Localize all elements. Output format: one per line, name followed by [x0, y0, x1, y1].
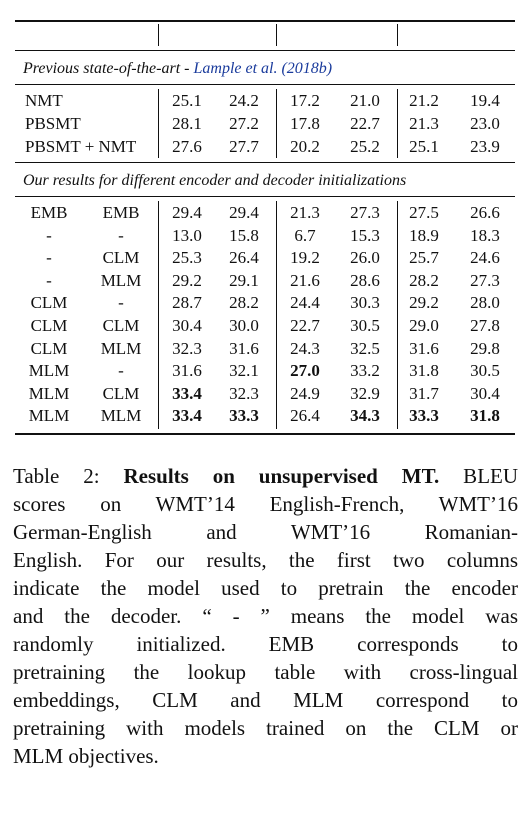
table-cell: 30.4	[172, 316, 202, 335]
caption-line-3: German-English and WMT’16 Romanian-	[13, 520, 518, 544]
table-cell: 24.9	[290, 383, 320, 403]
table-cell: 17.8	[290, 114, 320, 133]
encoder-init: -	[46, 248, 52, 268]
caption-line-9: embeddings, CLM and MLM correspond to	[13, 688, 518, 712]
column-divider	[397, 24, 398, 46]
caption-line-2: scores on WMT’14 English-French, WMT’16	[13, 492, 518, 516]
caption-line-4: English. For our results, the first two columns	[13, 548, 518, 572]
table-cell: 29.8	[470, 338, 500, 358]
table-cell: 6.7	[294, 225, 316, 245]
table-cell: 28.6	[350, 270, 380, 290]
table-cell: 27.6	[172, 137, 202, 156]
decoder-init: MLM	[100, 338, 142, 358]
table-cell: 21.6	[290, 270, 320, 290]
table-cell: 29.4	[229, 203, 259, 222]
table-cell: 27.3	[350, 203, 380, 222]
header-rule	[15, 50, 515, 51]
decoder-init: -	[118, 225, 124, 245]
table-cell: 33.4	[172, 406, 202, 426]
table-cell: 31.8	[470, 406, 500, 426]
table-cell: 24.2	[229, 91, 259, 110]
table-cell: 26.6	[470, 203, 500, 222]
table-cell: 19.2	[290, 248, 320, 268]
table-cell: 22.7	[290, 316, 320, 335]
section-title-previous	[23, 58, 332, 80]
table-cell: 30.5	[470, 361, 500, 381]
table-cell: 27.3	[470, 270, 500, 290]
baseline-name: NMT	[25, 91, 63, 110]
table-cell: 28.2	[229, 293, 259, 313]
table-cell: 31.6	[172, 361, 202, 381]
table-cell: 32.9	[350, 383, 380, 403]
table-cell: 27.0	[290, 361, 320, 381]
decoder-init: CLM	[102, 316, 140, 335]
table-cell: 30.3	[350, 293, 380, 313]
column-divider	[276, 89, 277, 158]
table-cell: 33.2	[350, 361, 380, 381]
table-cell: 21.3	[409, 114, 439, 133]
table-cell: 31.6	[409, 338, 439, 358]
table-cell: 33.3	[409, 406, 439, 426]
table-cell: 24.3	[290, 338, 320, 358]
table-cell: 30.4	[470, 383, 500, 403]
caption-line-7: randomly initialized. EMB corresponds to	[13, 632, 518, 656]
table-cell: 30.5	[350, 316, 380, 335]
caption-line-11: MLM objectives.	[13, 744, 159, 768]
table-cell: 29.2	[409, 293, 439, 313]
table-cell: 23.0	[470, 114, 500, 133]
caption-line-10: pretraining with models trained on the CLM or	[13, 716, 518, 740]
encoder-init: MLM	[28, 406, 70, 426]
encoder-init: -	[46, 270, 52, 290]
table-cell: 32.5	[350, 338, 380, 358]
caption-line-8: pretraining the lookup table with cross-lingual	[13, 660, 518, 684]
table-cell: 26.4	[290, 406, 320, 426]
table-caption	[13, 462, 518, 770]
table-cell: 27.7	[229, 137, 259, 156]
table-cell: 31.6	[229, 338, 259, 358]
table-cell: 32.3	[172, 338, 202, 358]
baseline-name: PBSMT + NMT	[25, 137, 137, 156]
column-divider	[158, 201, 159, 429]
encoder-init: MLM	[28, 361, 70, 381]
table-cell: 21.3	[290, 203, 320, 222]
section1-rule	[15, 84, 515, 85]
table-cell: 27.2	[229, 114, 259, 133]
encoder-init: CLM	[30, 316, 68, 335]
table-cell: 17.2	[290, 91, 320, 110]
column-divider	[276, 201, 277, 429]
encoder-init: -	[46, 225, 52, 245]
caption-line-5: indicate the model used to pretrain the encoder	[13, 576, 518, 600]
caption-line-6: and the decoder. “ - ” means the model was	[13, 604, 518, 628]
table-cell: 30.0	[229, 316, 259, 335]
caption-line-1	[13, 462, 518, 490]
decoder-init: -	[118, 361, 124, 381]
column-divider	[158, 24, 159, 46]
caption-text: BLEU	[439, 464, 519, 488]
table-cell: 31.8	[409, 361, 439, 381]
caption-label: Table 2:	[13, 464, 124, 488]
bottom-rule	[15, 433, 515, 435]
table-cell: 28.2	[409, 270, 439, 290]
table-cell: 25.3	[172, 248, 202, 268]
table-cell: 19.4	[470, 91, 500, 110]
table-cell: 15.3	[350, 225, 380, 245]
decoder-init: -	[118, 293, 124, 313]
table-cell: 22.7	[350, 114, 380, 133]
table-cell: 29.2	[172, 270, 202, 290]
decoder-init: CLM	[102, 248, 140, 268]
table-cell: 25.2	[350, 137, 380, 156]
table-cell: 24.4	[290, 293, 320, 313]
encoder-init: EMB	[30, 203, 68, 222]
table-cell: 28.1	[172, 114, 202, 133]
table-cell: 18.9	[409, 225, 439, 245]
table-cell: 26.4	[229, 248, 259, 268]
caption-title: Results on unsupervised MT.	[123, 464, 440, 488]
table-cell: 24.6	[470, 248, 500, 268]
table-cell: 25.1	[172, 91, 202, 110]
table-cell: 33.3	[229, 406, 259, 426]
encoder-init: CLM	[30, 338, 68, 358]
decoder-init: MLM	[100, 406, 142, 426]
decoder-init: CLM	[102, 383, 140, 403]
table-cell: 34.3	[350, 406, 380, 426]
table-cell: 21.0	[350, 91, 380, 110]
table-cell: 13.0	[172, 225, 202, 245]
table-cell: 28.7	[172, 293, 202, 313]
table-cell: 21.2	[409, 91, 439, 110]
section-title-text: Previous state-of-the-art -	[23, 60, 194, 77]
table-cell: 25.7	[409, 248, 439, 268]
citation-link[interactable]: Lample et al. (2018b)	[193, 60, 333, 77]
table-cell: 18.3	[470, 225, 500, 245]
decoder-init: EMB	[102, 203, 140, 222]
table-cell: 27.5	[409, 203, 439, 222]
table-cell: 27.8	[470, 316, 500, 335]
table-cell: 26.0	[350, 248, 380, 268]
encoder-init: CLM	[30, 293, 68, 313]
top-rule	[15, 20, 515, 22]
table-cell: 31.7	[409, 383, 439, 403]
table-cell: 29.0	[409, 316, 439, 335]
table-cell: 28.0	[470, 293, 500, 313]
table-cell: 32.1	[229, 361, 259, 381]
table-cell: 33.4	[172, 383, 202, 403]
table-cell: 25.1	[409, 137, 439, 156]
table-cell: 29.1	[229, 270, 259, 290]
column-divider	[158, 89, 159, 158]
baseline-end-rule	[15, 162, 515, 163]
table-cell: 29.4	[172, 203, 202, 222]
column-divider	[276, 24, 277, 46]
table-cell: 32.3	[229, 383, 259, 403]
section2-rule	[15, 196, 515, 197]
baseline-name: PBSMT	[25, 114, 81, 133]
decoder-init: MLM	[100, 270, 142, 290]
table-cell: 23.9	[470, 137, 500, 156]
table-cell: 20.2	[290, 137, 320, 156]
encoder-init: MLM	[28, 383, 70, 403]
table-cell: 15.8	[229, 225, 259, 245]
section-title-ours: Our results for different encoder and decoder initializations	[23, 172, 407, 189]
